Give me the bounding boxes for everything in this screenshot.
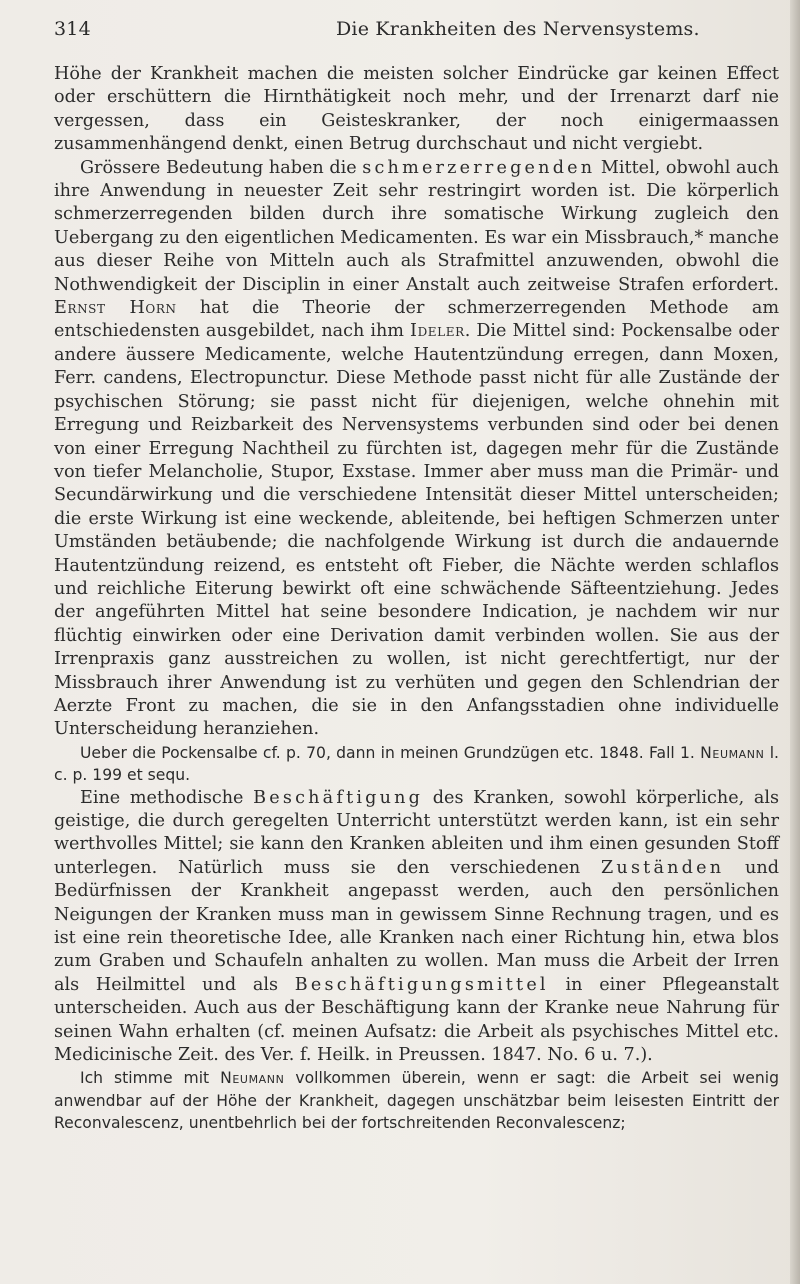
text-run: . Die Mittel sind: Pockensalbe oder andere äussere Medicamente, welche Hautentzündung erregen, dann Moxen, Ferr. candens, Electropunctur. Diese Methode passt nicht für alle Zustände der psychischen Störung; sie passt nicht für diejenigen, welche ohnehin mit Erregung und Reizbarkeit des Nervensystems verbunden sind oder bei denen von einer Erregung Nachtheil zu fürchten ist, dagegen mehr für die Zustände von tiefer Melancholie, Stupor, Exstase. Immer aber muss man die Primär- und Secundärwirkung und die verschiedene Intensität dieser Mittel unterscheiden; die erste Wirkung ist eine weckende, ableitende, bei heftigen Schmerzen unter Umständen betäubende; die nachfolgende Wirkung ist durch die andauernde Hautentzündung reizend, es entsteht oft Fieber, die Nächte werden schlaflos und reichliche Eiterung bewirkt oft eine schwächende Säfteentziehung. Jedes der angeführten Mittel hat seine besondere Indication, je nachdem wir nur flüchtig einwirken oder eine Derivation damit verbinden wollen. Sie aus der Irrenpraxis ganz ausstreichen zu wollen, ist nicht gerechtfertigt, nur der Missbrauch ihrer Anwendung ist zu verhüten und gegen den Schlendrian der Aerzte Front zu machen, die sie in den Anfangsstadien ohne individuelle Unterscheidung heranziehen.	[54, 321, 780, 740]
text-run: l. c. p. 199 et sequ.	[54, 743, 780, 785]
author-name: Ernst Horn	[54, 298, 177, 319]
text-run: Mittel, obwohl auch ihre Anwendung in neuester Zeit sehr restringirt worden ist. Die körperlich schmerzerregenden bilden durch ihre somatische Wirkung zugleich den Uebergang zu den eigentlichen Medicamenten. Es war ein Missbrauch,* manche aus dieser Reihe von Mitteln auch als Strafmittel anzuwenden, obwohl die Nothwendigkeit der Disciplin in einer Anstalt auch zeitweise Strafen erfordert.	[54, 157, 779, 295]
spaced-term: Beschäftigung	[253, 787, 424, 808]
footnote-1	[54, 742, 779, 787]
spaced-term: Beschäftigungsmittel	[294, 974, 549, 995]
text-run: Grössere Bedeutung haben die	[80, 157, 363, 178]
text-run: vollkommen überein, wenn er sagt: die Arbeit sei wenig anwendbar auf der Höhe der Krankheit, dagegen unschätzbar beim leisesten Eintritt der Reconvalescenz, unentbehrlich bei der fortschreitenden Reconvalescenz;	[54, 1069, 779, 1133]
text-run: Eine methodische	[80, 787, 254, 808]
footnote-2	[54, 1067, 779, 1134]
text-run: Ich stimme mit	[80, 1069, 221, 1088]
text-run: hat die Theorie der schmerzerregenden Methode am entschiedensten ausgebildet, nach ihm	[54, 298, 779, 342]
paragraph-2	[54, 157, 779, 742]
page-number: 314	[54, 18, 91, 40]
text-run: des Kranken, sowohl körperliche, als geistige, die durch geregelten Unterricht unterstützt werden kann, ist ein sehr werthvolles Mittel; sie kann den Kranken ableiten und ihm einen gesunden Stoff unterlegen. Natürlich muss sie den verschiedenen	[54, 787, 779, 878]
author-name: Neumann	[700, 743, 765, 762]
text-run: und Bedürfnissen der Krankheit angepasst werden, auch den persönlichen Neigungen der Kranken muss man in gewissem Sinne Rechnung tragen, und es ist eine rein theoretische Idee, alle Kranken nach einer Richtung hin, etwa blos zum Graben und Schaufeln anhalten zu wollen. Man muss die Arbeit der Irren als Heilmittel und als	[54, 857, 779, 995]
text-run: in einer Pflegeanstalt unterscheiden. Auch aus der Beschäftigung kann der Kranke neue Nahrung für seinen Wahn erhalten (cf. meinen Aufsatz: die Arbeit als psychisches Mittel etc. Medicinische Zeit. des Ver. f. Heilk. in Preussen. 1847. No. 6 u. 7.).	[54, 974, 779, 1066]
spaced-term: Zuständen	[600, 857, 725, 878]
author-name: Neumann	[220, 1069, 285, 1088]
page-header	[54, 18, 782, 48]
paragraph-1-text: Höhe der Krankheit machen die meisten solcher Eindrücke gar keinen Effect oder erschüttern die Hirnthätigkeit noch mehr, und der Irrenarzt darf nie vergessen, dass ein Geisteskranker, der noch einigermaassen zusammenhängend denkt, einen Betrug durchschaut und nicht vergiebt.	[54, 64, 779, 155]
page-edge-shadow	[790, 0, 800, 1284]
page-body	[54, 63, 779, 1135]
paragraph-3	[54, 787, 779, 1068]
spaced-term: schmerzerregenden	[362, 157, 596, 178]
running-title: Die Krankheiten des Nervensystems.	[336, 18, 700, 40]
text-run: Ueber die Pockensalbe cf. p. 70, dann in meinen Grundzügen etc. 1848. Fall 1.	[80, 743, 701, 762]
paragraph-1	[54, 63, 779, 157]
author-name: Ideler	[410, 321, 465, 342]
